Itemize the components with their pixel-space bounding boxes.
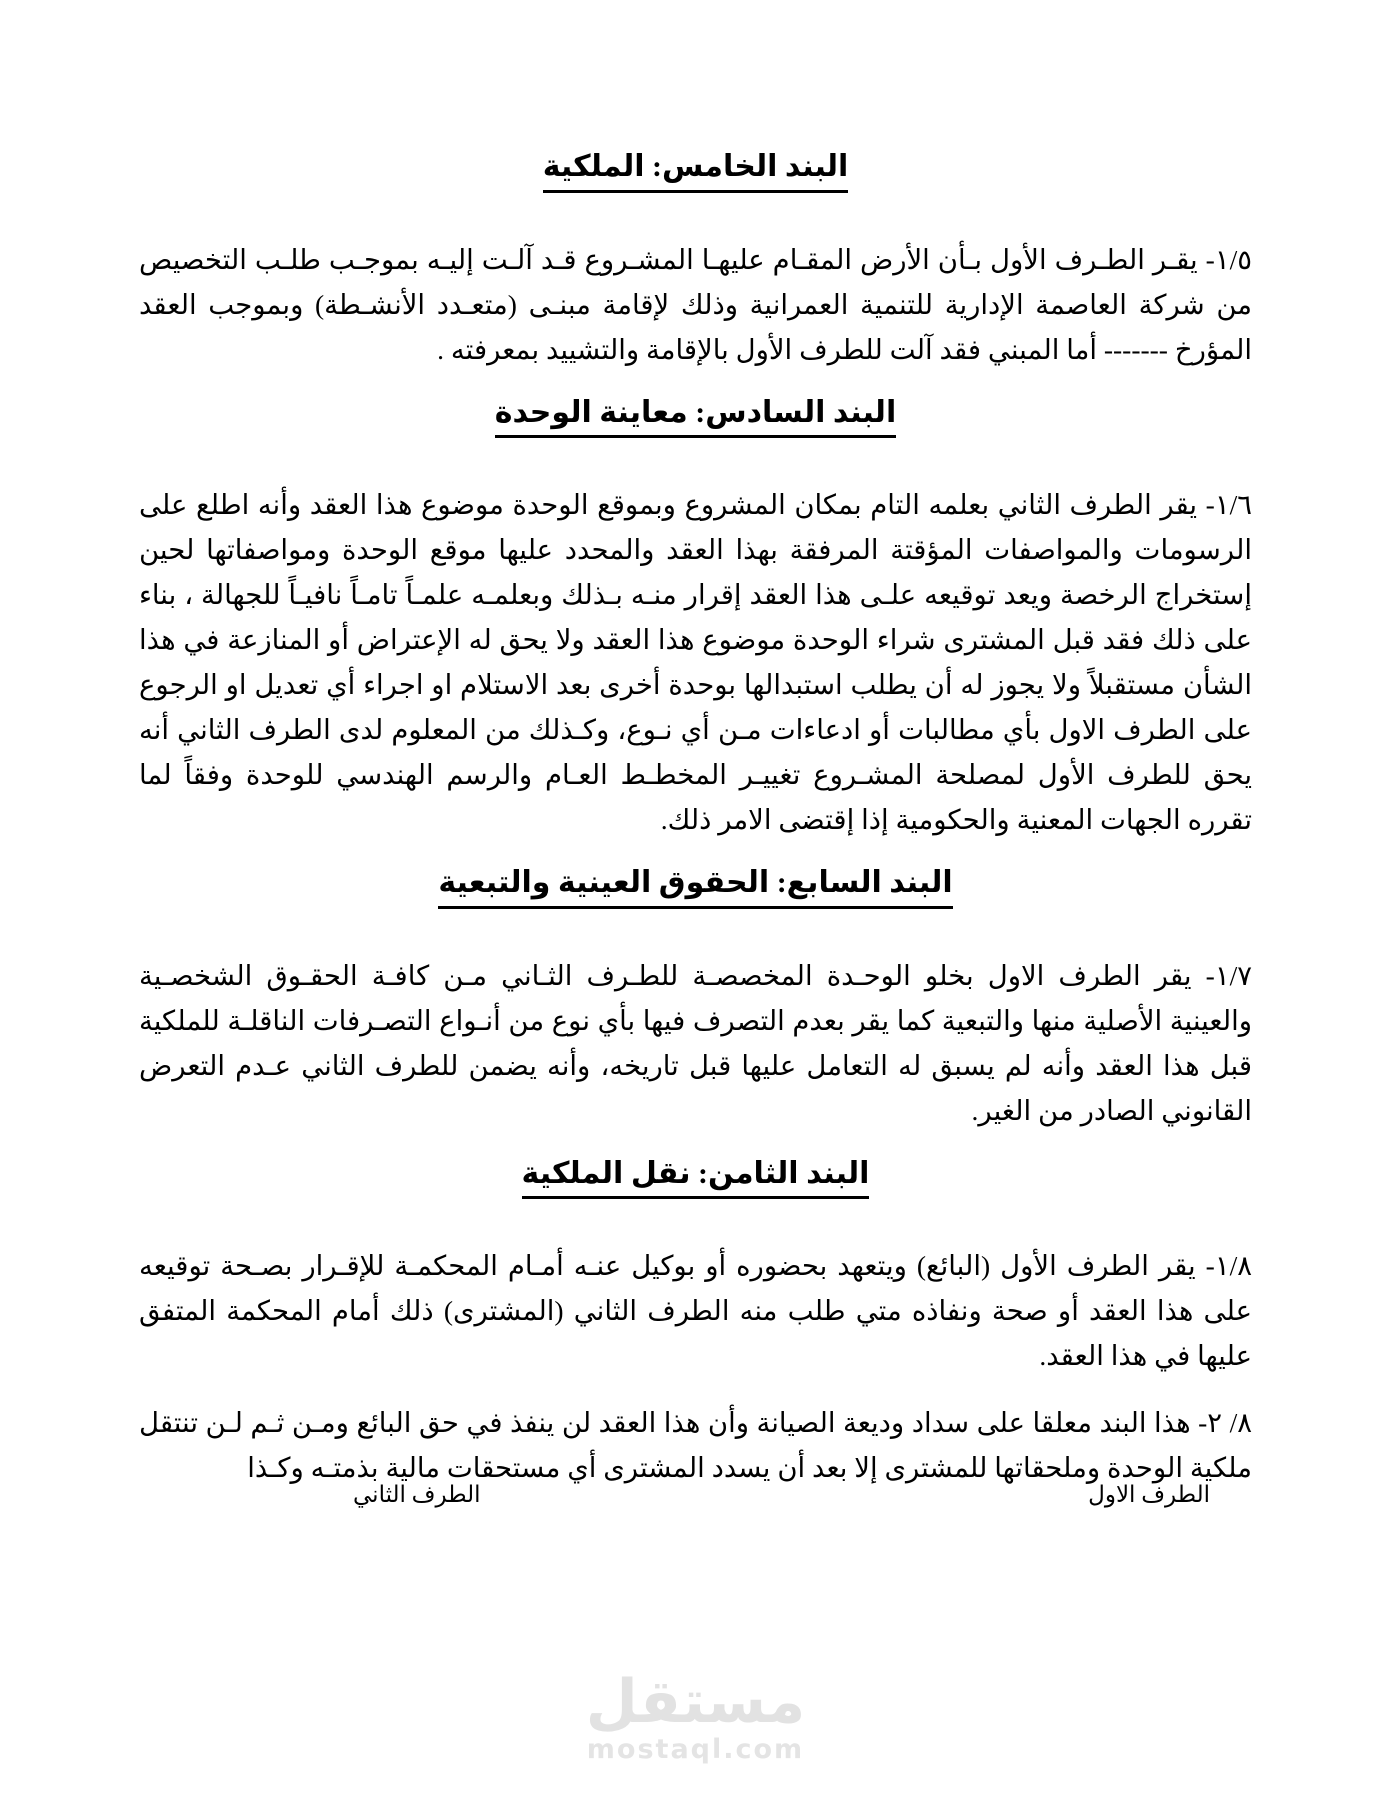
section-heading-5 bbox=[139, 148, 1252, 193]
clause-5-1-paragraph: ١/٥- يقـر الطـرف الأول بـأن الأرض المقـام عليهـا المشـروع قـد آلـت إليـه بموجـب طلـب التخصيص من شركة العاصمة الإدارية للتنمية العمرانية وذلك لإقامة مبنـى (متعـدد الأنشـطة) وبموجب العقد المؤرخ ------- أما المبني فقد آلت للطرف الأول بالإقامة والتشييد بمعرفته . bbox=[139, 243, 1252, 365]
section-heading-6-text: البند السادس: معاينة الوحدة bbox=[495, 394, 896, 439]
signature-row bbox=[353, 1482, 1210, 1508]
mostaql-site-text: mostaql.com bbox=[586, 1734, 805, 1765]
clause-7-1-paragraph: ١/٧- يقر الطرف الاول بخلو الوحـدة المخصصـة للطـرف الثـاني مـن كافـة الحقـوق الشخصـية والعينية الأصلية منها والتبعية كما يقر بعدم التصرف فيها بأي نوع من أنـواع التصـرفات الناقلـة للملكية قبل هذا العقد وأنه لم يسبق له التعامل عليها قبل تاريخه، وأنه يضمن للطرف الثاني عـدم التعرض القانوني الصادر من الغير. bbox=[139, 959, 1252, 1126]
section-heading-8 bbox=[139, 1155, 1252, 1200]
section-heading-6 bbox=[139, 394, 1252, 439]
clause-8-2-paragraph: ٨/ ٢- هذا البند معلقا على سداد وديعة الصيانة وأن هذا العقد لن ينفذ في حق البائع ومـن ثـم لـن تنتقل ملكية الوحدة وملحقاتها للمشترى إلا بعد أن يسدد المشترى أي مستحقات مالية بذمتـه وكـذا bbox=[139, 1407, 1253, 1483]
mostaql-watermark bbox=[0, 1667, 1391, 1765]
clause-6-1-paragraph: ١/٦- يقر الطرف الثاني بعلمه التام بمكان المشروع وبموقع الوحدة موضوع هذا العقد وأنه اطلع على الرسومات والمواصفات المؤقتة المرفقة بهذا العقد والمحدد عليها موقع الوحدة ومواصفاتها لحين إستخراج الرخصة ويعد توقيعه علـى هذا العقد إقرار منـه بـذلك وبعلمـه علمـاً تامـاً نافيـاً للجهالة ، بناء على ذلك فقد قبل المشترى شراء الوحدة موضوع هذا العقد ولا يحق له الإعتراض أو المنازعة في هذا الشأن مستقبلاً ولا يجوز له أن يطلب استبدالها بوحدة أخرى بعد الاستلام او اجراء أي تعديل او الرجوع على الطرف الاول بأي مطالبات أو ادعاءات مـن أي نـوع، وكـذلك من المعلوم لدى الطرف الثاني أنه يحق للطرف الأول لمصلحة المشـروع تغييـر المخطـط العـام والرسم الهندسي للوحدة وفقاً لما تقرره الجهات المعنية والحكومية إذا إقتضى الامر ذلك. bbox=[139, 489, 1252, 835]
clause-8-1-paragraph: ١/٨- يقر الطرف الأول (البائع) ويتعهد بحضوره أو بوكيل عنـه أمـام المحكمـة للإقـرار بصـحة توقيعه على هذا العقد أو صحة ونفاذه متي طلب منه الطرف الثاني (المشترى) ذلك أمام المحكمة المتفق عليها في هذا العقد. bbox=[139, 1250, 1252, 1371]
first-party-signature-label: الطرف الاول bbox=[1088, 1482, 1210, 1507]
second-party-signature-label: الطرف الثاني bbox=[353, 1482, 481, 1507]
section-heading-5-text: البند الخامس: الملكية bbox=[543, 148, 849, 193]
mostaql-logo: مستقل bbox=[585, 1667, 806, 1737]
section-heading-7 bbox=[139, 864, 1252, 909]
section-heading-8-text: البند الثامن: نقل الملكية bbox=[522, 1155, 870, 1200]
section-heading-7-text: البند السابع: الحقوق العينية والتبعية bbox=[438, 864, 952, 909]
